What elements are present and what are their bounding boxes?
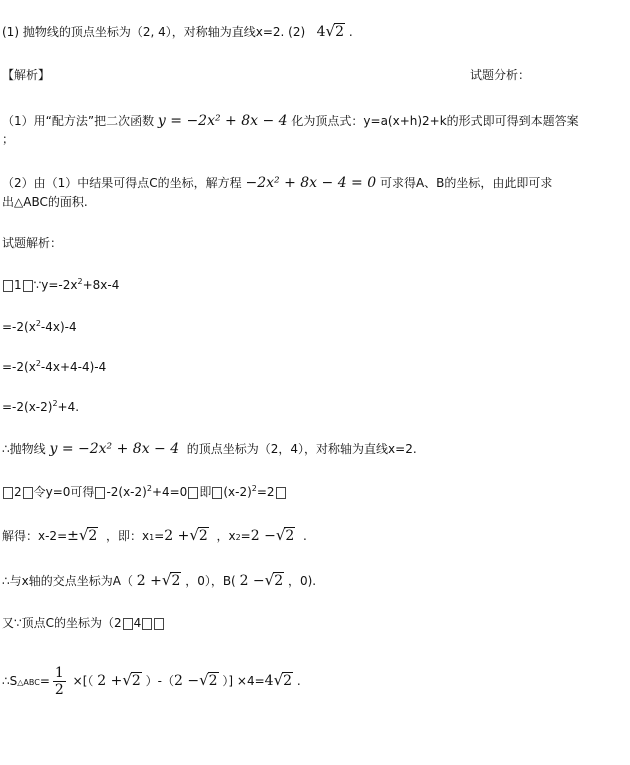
vertex-line: 又∵顶点C的坐标为（2 4 bbox=[2, 614, 165, 632]
answer-line: (1) 抛物线的顶点坐标为（2, 4），对称轴为直线x=2. (2) 4√2 . bbox=[2, 22, 353, 40]
analysis-line-1: （1）用“配方法”把二次函数 y = −2x² + 8x − 4 化为顶点式：y=a(x+h)2+k的形式即可得到本题答案 bbox=[2, 113, 579, 129]
analysis-semicolon: ； bbox=[2, 132, 15, 146]
part-2: 2 令y=0可得 $-2(x-2)^2+4=0$ 即 $(x-2)^2=2$ bbox=[2, 483, 287, 501]
analysis-header: 试题分析： bbox=[470, 68, 531, 82]
step-2: $=-2(x^2-4x)-4$ bbox=[2, 319, 77, 334]
conclusion-1: ∴抛物线 y = −2x² + 8x − 4 的顶点坐标为（2，4），对称轴为直线x=2. bbox=[2, 441, 417, 457]
intersection-line: ∴与x轴的交点坐标为A（ 2 +√2 ，0），B( 2 −√2 ，0). bbox=[2, 571, 317, 589]
solution-header: 试题解析： bbox=[2, 236, 63, 250]
step-4: $=-2(x-2)^2+4$. bbox=[2, 399, 80, 414]
analysis-line-2: （2）由（1）中结果可得点C的坐标，解方程 −2x² + 8x − 4 = 0 可求得A、B的坐标，由此即可求 bbox=[2, 175, 553, 191]
jiexi-header: 【解析】 bbox=[2, 68, 51, 82]
sqrt-expression: √2 bbox=[325, 22, 345, 40]
answer-part1: (1) 抛物线的顶点坐标为（2, 4），对称轴为直线x=2. bbox=[2, 25, 285, 39]
step-3: $=-2(x^2-4x+4-4)-4$ bbox=[2, 359, 107, 374]
answer-coef: 4 bbox=[316, 24, 326, 40]
area-line: ∴S△ABC= $\frac{1}{2}$ ×[（ 2 +√2 ）-（2 −√2 ）] ×4=4√2 . bbox=[2, 665, 301, 698]
answer-part2-label: (2) bbox=[288, 25, 306, 39]
solve-line: 解得：x-2=±√2 ，即：x1=2 +√2 ，x2=2 −√2 . bbox=[2, 526, 307, 544]
equation-expression: −2x² + 8x − 4 = 0 bbox=[245, 175, 377, 191]
fraction-one-half: $\frac{1}{2}$ bbox=[54, 665, 64, 698]
analysis-line-3: 出△ABC的面积. bbox=[2, 195, 88, 209]
function-expression: y = −2x² + 8x − 4 bbox=[157, 113, 288, 129]
step-1: 1 $\because y=-2x^2+8x-4$ bbox=[2, 276, 119, 294]
